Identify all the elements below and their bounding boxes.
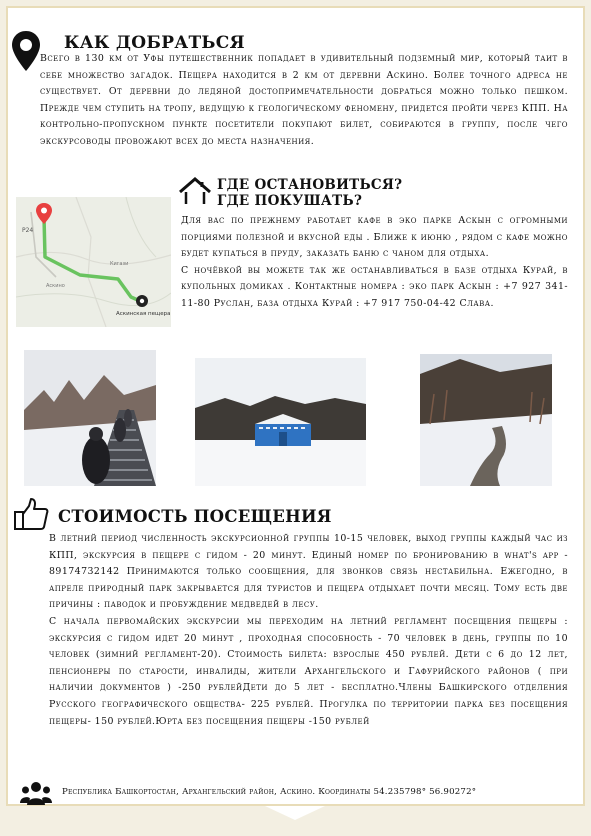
house-icon [178,176,212,206]
thumbs-up-icon [13,497,49,531]
how-to-get-paragraph: Всего в 130 км от Уфы путешественник попадает в удивительный подземный мир, который таит в себе множество загадок. Пещера находится в 2 км от деревни Аскино. Более точного адреса не существует. От деревни до ледяной достопримечательности добраться можно только пешком. Прежде чем ступить на тропу, ведущую к геологическому феномену, придется пройти через КПП. На контрольно-пропускном пункте посетители покупают билет, собираются в группу, после чего экскурсоводы провожают всех до места назначения. [40,53,568,147]
footer-address: Республика Башкортостан, Архангельский район, Аскино. Координаты 54.235798° 56.90272° [62,787,477,797]
cost-text [49,531,568,730]
map-cave-label: Аскинская пещера [116,311,171,317]
photo-stairs [24,350,156,486]
map-town-label-2: Аскино [46,283,65,289]
where-to-stay-title-line1: ГДЕ ОСТАНОВИТЬСЯ? [217,177,403,193]
map-road-label: Р24 [22,227,34,234]
where-to-stay-title [217,177,402,209]
cost-title: СТОИМОСТЬ ПОСЕЩЕНИЯ [58,507,332,526]
cost-paragraph-1: В летний период численность экскурсионной группы 10-15 человек, выход группы каждый час из КПП, экскурсия в пещере с гидом - 20 минут. Единый номер по бронированию в what's app - 89174732142 Принимаются только сообщения, для звонков связь нестабильна. Ежегодно, в апреле природный парк закрывается для туристов и пещера отдыхает почти месяц. Тому есть две причины : паводок и пробуждение медведей в лесу. [49,533,568,611]
cafe-paragraph: Для вас по прежнему работает кафе в эко парке Аскын с огромными порциями полезной и вкусной еды . Ближе к июню , рядом с кафе можно будет купаться в пруду, заказать баню с чаном для отдыха. [181,215,568,260]
where-to-stay-text [181,213,568,313]
bottom-notch-shape [0,806,591,836]
route-map [16,197,171,327]
bottom-strip [0,806,591,836]
route-map-graphic [16,197,171,327]
photo-yurt [195,358,366,486]
where-to-eat-title-line2: ГДЕ ПОКУШАТЬ? [217,193,363,209]
cost-paragraph-2: С начала первомайских экскурсии мы переходим на летний регламент посещения пещеры : экскурсия с гидом идет 20 минут , проходная способность - 70 человек в день, группы по 10 человек (зимний регламент-20). Стоимость билета: взрослые 450 рублей. Дети с 6 до 12 лет, пенсионеры по старости, инвалиды, жители Архангельского и Гафурийского районов ( при наличии документов ) -250 рублейДети до 5 лет - бесплатно.Члены Башкирского отделения Русского географического общества- 225 рублей. Прогулка по территории парка без посещения пещеры- 150 рублей.Юрта без посещения пещеры -150 рублей [49,615,568,727]
how-to-get-title: КАК ДОБРАТЬСЯ [64,33,245,53]
how-to-get-text [40,51,568,151]
map-town-label-1: Кигази [110,261,129,267]
people-icon [20,781,52,805]
location-pin-icon [11,30,41,72]
photo-winter-stream [420,354,552,486]
lodging-paragraph: С ночёвкой вы можете так же останавливаться в базе отдыха Курай, в купольных домиках . Контактные номера : эко парк Аскын : +7 927 341-11-80 Руслан, база отдыха Курай : +7 917 750-04-42 Слава. [181,264,568,309]
